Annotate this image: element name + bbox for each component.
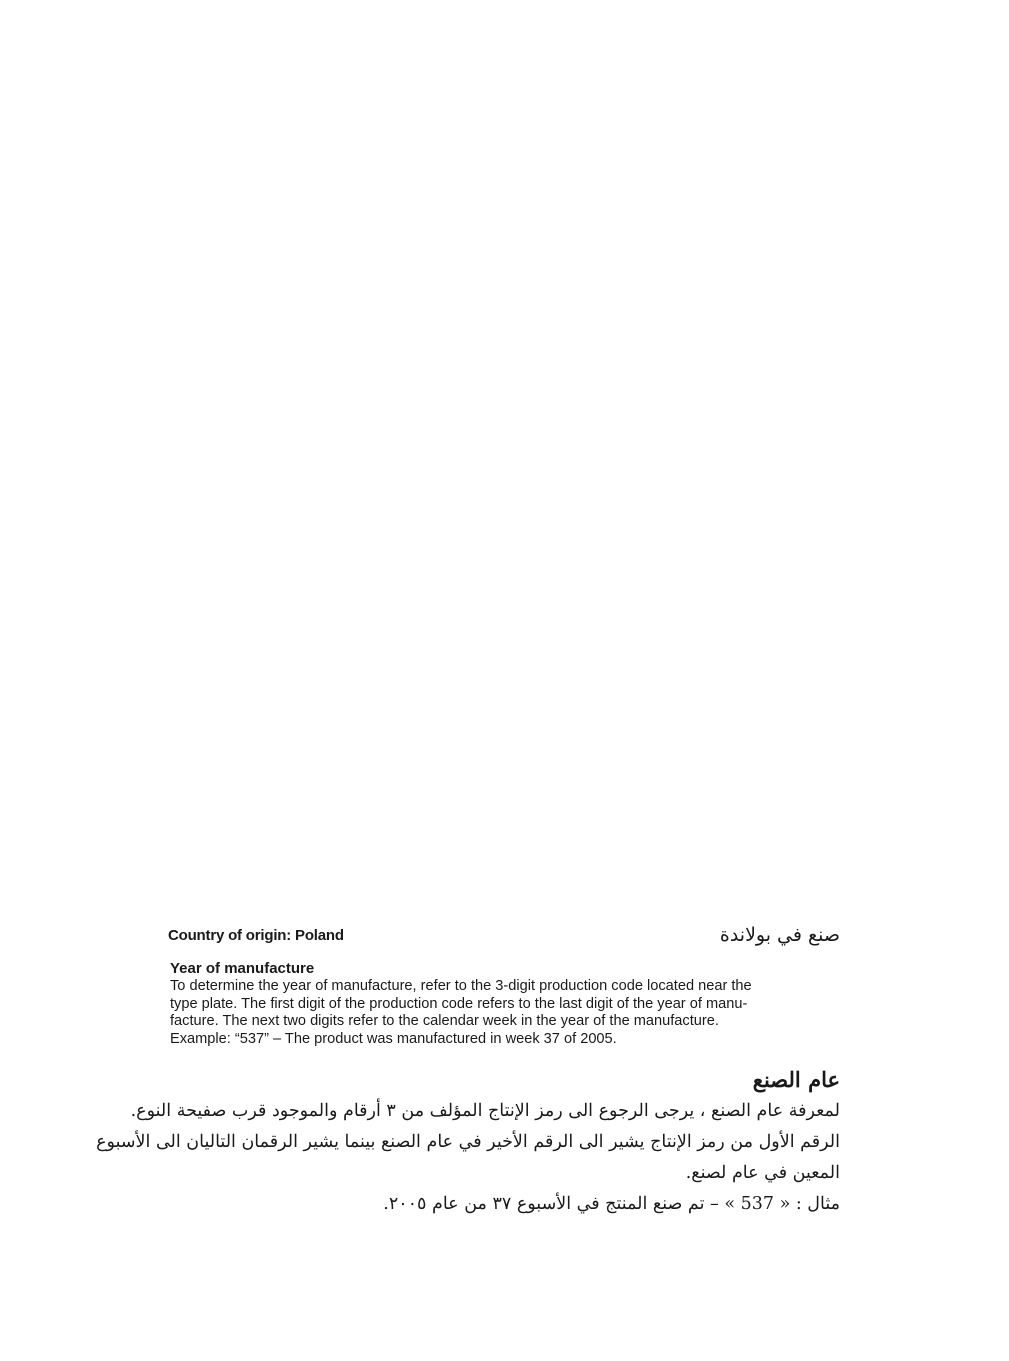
english-heading: Year of manufacture (170, 960, 315, 977)
arabic-paragraph-line: المعين في عام لصنع. (685, 1163, 840, 1183)
english-paragraph-line: To determine the year of manufacture, refer to the 3-digit production code located near the (170, 978, 752, 994)
country-of-origin-arabic: صنع في بولاندة (719, 924, 840, 946)
english-paragraph-line: type plate. The first digit of the production code refers to the last digit of the year of manu- (170, 995, 748, 1012)
arabic-paragraph-line: لمعرفة عام الصنع ، يرجى الرجوع الى رمز الإنتاج المؤلف من ٣ أرقام والموجود قرب صفيحة النوع. (130, 1101, 840, 1121)
year-of-manufacture-arabic (96, 1064, 840, 1220)
arabic-paragraph-line: الرقم الأول من رمز الإنتاج يشير الى الرقم الأخير في عام الصنع بينما يشير الرقمان التاليان الى الأسبوع (96, 1132, 840, 1152)
country-of-origin-row (168, 924, 840, 950)
arabic-heading: عام الصنع (752, 1067, 840, 1092)
english-example-line: Example: “537” – The product was manufactured in week 37 of 2005. (170, 1030, 617, 1047)
year-of-manufacture-english (170, 959, 850, 1048)
arabic-example-line: مثال : « 537 » – تم صنع المنتج في الأسبوع ٣٧ من عام ٢٠٠٥. (383, 1194, 840, 1214)
country-of-origin-english: Country of origin: Poland (168, 927, 344, 944)
english-paragraph-line: facture. The next two digits refer to the calendar week in the year of the manufacture. (170, 1013, 719, 1030)
